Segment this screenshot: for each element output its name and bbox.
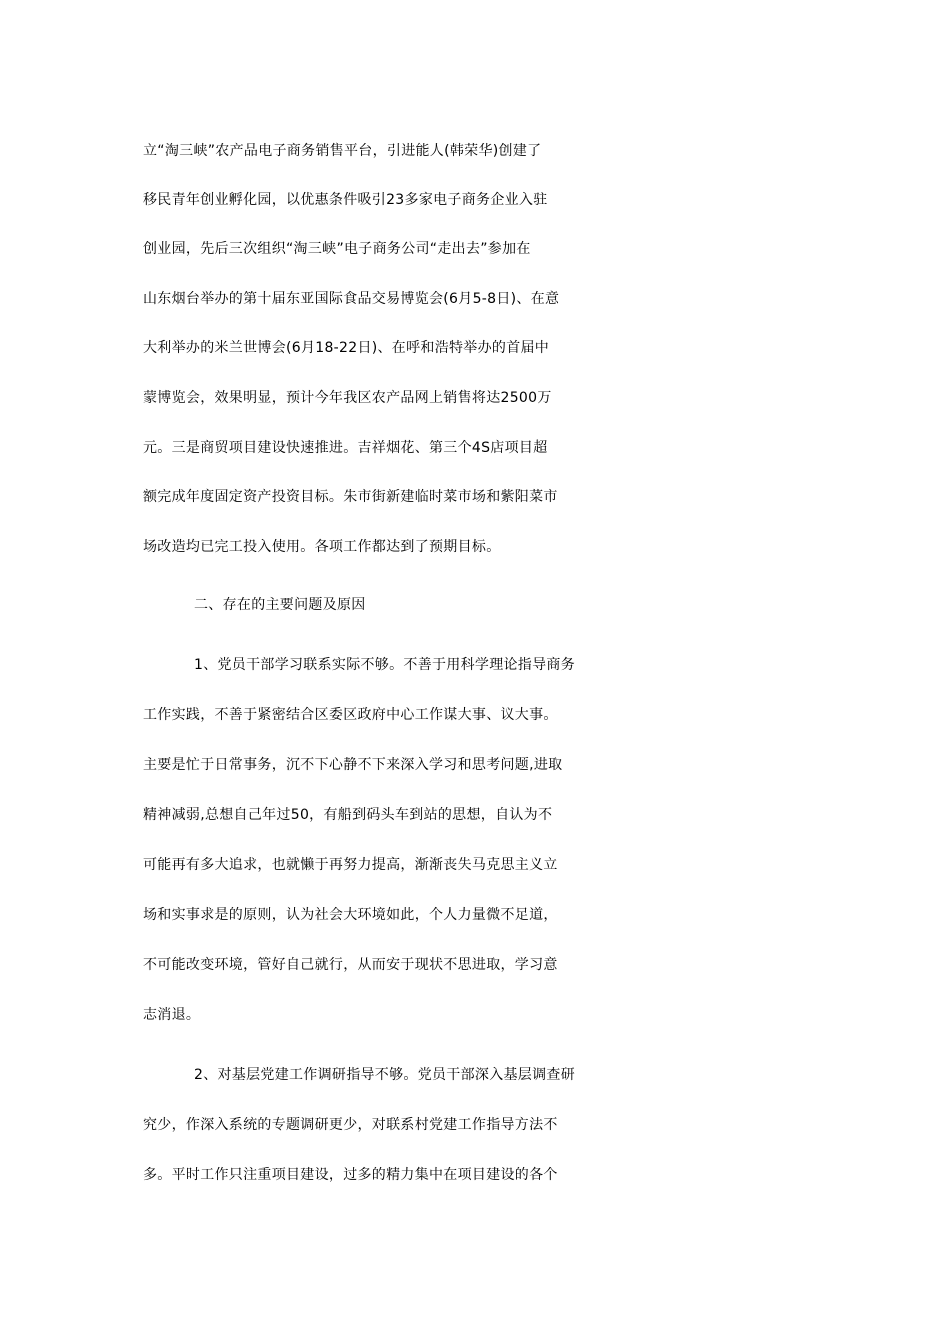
text-line: 1、党员干部学习联系实际不够。不善于用科学理论指导商务 <box>194 657 576 673</box>
text-line: 元。三是商贸项目建设快速推进。吉祥烟花、第三个4S店项目超 <box>143 440 548 456</box>
text-line: 创业园，先后三次组织“淘三峡”电子商务公司“走出去”参加在 <box>143 241 531 257</box>
text-line: 不可能改变环境，管好自己就行，从而安于现状不思进取，学习意 <box>143 957 558 973</box>
text-line: 蒙博览会，效果明显，预计今年我区农产品网上销售将达2500万 <box>143 390 552 406</box>
text-line: 精神减弱,总想自己年过50，有船到码头车到站的思想，自认为不 <box>143 807 553 823</box>
text-line: 山东烟台举办的第十届东亚国际食品交易博览会(6月5-8日)、在意 <box>143 291 560 307</box>
text-line: 志消退。 <box>143 1007 201 1023</box>
text-line: 多。平时工作只注重项目建设，过多的精力集中在项目建设的各个 <box>143 1167 558 1183</box>
text-line: 究少，作深入系统的专题调研更少，对联系村党建工作指导方法不 <box>143 1117 558 1133</box>
text-line: 立“淘三峡”农产品电子商务销售平台，引进能人(韩荣华)创建了 <box>143 143 542 159</box>
section-heading: 二、存在的主要问题及原因 <box>194 597 366 613</box>
text-line: 主要是忙于日常事务，沉不下心静不下来深入学习和思考问题,进取 <box>143 757 563 773</box>
text-line: 大利举办的米兰世博会(6月18-22日)、在呼和浩特举办的首届中 <box>143 340 550 356</box>
text-line: 2、对基层党建工作调研指导不够。党员干部深入基层调查研 <box>194 1067 576 1083</box>
text-line: 场和实事求是的原则，认为社会大环境如此，个人力量微不足道， <box>143 907 558 923</box>
text-line: 额完成年度固定资产投资目标。朱市街新建临时菜市场和紫阳菜市 <box>143 489 558 505</box>
text-line: 场改造均已完工投入使用。各项工作都达到了预期目标。 <box>143 539 501 555</box>
text-line: 工作实践，不善于紧密结合区委区政府中心工作谋大事、议大事。 <box>143 707 558 723</box>
text-line: 可能再有多大追求，也就懒于再努力提高，渐渐丧失马克思主义立 <box>143 857 558 873</box>
text-line: 移民青年创业孵化园，以优惠条件吸引23多家电子商务企业入驻 <box>143 192 548 208</box>
